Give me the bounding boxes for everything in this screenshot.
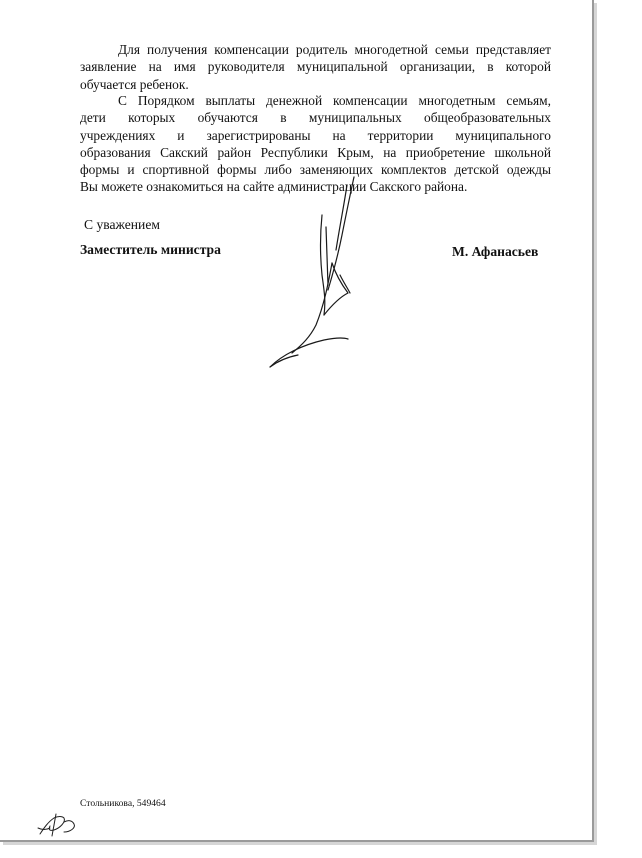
signer-position: Заместитель министра	[80, 242, 221, 257]
text-line: формы и спортивной формы либо заменяющих комплектов детской одежды	[80, 162, 551, 178]
text-line: образования Сакский район Республики Крым, на приобретение школьной	[80, 144, 551, 160]
text-line: учреждениях и зарегистрированы на территории муниципального	[80, 127, 551, 143]
executor-contact: Стольникова, 549464	[80, 798, 166, 809]
text-line: Для получения компенсации родитель многодетной семьи представляет	[118, 42, 551, 57]
text-line: обучается ребенок.	[80, 76, 189, 92]
text-line: С Порядком выплаты денежной компенсации многодетным семьям,	[118, 93, 551, 108]
handwritten-signature	[262, 175, 372, 375]
closing-salutation: С уважением	[84, 217, 160, 232]
paragraph-application-info	[80, 41, 551, 93]
text-line: дети которых обучаются в муниципальных общеобразовательных	[80, 110, 551, 126]
initials-mark	[36, 808, 80, 838]
text-line: Вы можете ознакомиться на сайте администрации Сакского района.	[80, 179, 468, 195]
signer-name: М. Афанасьев	[452, 244, 539, 259]
text-line: заявление на имя руководителя муниципальной организации, в которой	[80, 59, 551, 75]
